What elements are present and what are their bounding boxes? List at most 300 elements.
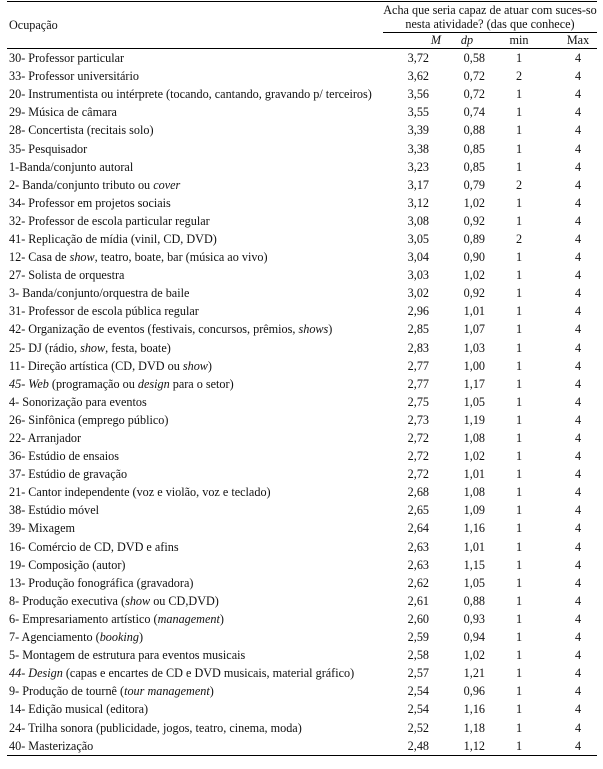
max-cell: 4 <box>574 268 582 283</box>
sd-cell: 1,02 <box>463 195 485 210</box>
occupation-label-segment: 13- Produção fonográfica (gravadora) <box>9 575 194 590</box>
occupation-cell <box>7 538 383 556</box>
occupation-label-segment: 25- DJ (rádio, <box>9 340 81 355</box>
occupation-label-segment: 36- Estúdio de ensaios <box>9 449 120 464</box>
occupation-label-segment: 8- Produção executiva ( <box>9 593 126 608</box>
mean-cell: 2,54 <box>407 702 429 717</box>
mean-cell: 3,03 <box>407 268 429 283</box>
min-cell: 1 <box>515 666 523 681</box>
min-cell: 1 <box>515 51 523 66</box>
occupation-cell <box>7 320 383 338</box>
sd-cell: 0,85 <box>463 159 485 174</box>
table-row <box>7 375 597 393</box>
mean-cell: 3,05 <box>407 231 429 246</box>
sd-cell: 0,74 <box>463 105 485 120</box>
occupation-label-segment: 24- Trilha sonora (publicidade, jogos, teatro, cinema, moda) <box>9 720 302 735</box>
table-row <box>7 411 597 429</box>
max-cell: 4 <box>574 684 582 699</box>
mean-cell: 2,68 <box>407 485 429 500</box>
occupation-cell <box>7 574 383 592</box>
sd-cell: 0,94 <box>463 630 485 645</box>
min-cell: 1 <box>515 720 523 735</box>
sd-cell: 1,08 <box>463 431 485 446</box>
sd-cell: 1,17 <box>463 376 485 391</box>
sd-cell: 1,00 <box>463 358 485 373</box>
occupation-cell <box>7 176 383 194</box>
min-cell: 1 <box>515 213 523 228</box>
min-cell: 1 <box>515 123 523 138</box>
table-row <box>7 302 597 320</box>
occupation-label-segment: 33- Professor universitário <box>9 69 139 84</box>
occupation-label-segment: 9- Produção de tournê ( <box>9 684 125 699</box>
sd-cell: 0,92 <box>463 286 485 301</box>
occupation-label-segment: 26- Sinfônica (emprego público) <box>9 412 169 427</box>
min-cell: 1 <box>515 575 523 590</box>
min-cell: 1 <box>515 87 523 102</box>
occupation-cell <box>7 465 383 483</box>
sd-cell: 1,15 <box>463 557 485 572</box>
max-cell: 4 <box>574 575 582 590</box>
occupation-cell <box>7 592 383 610</box>
group-column-header: Acha que seria capaz de atuar com suces-so nesta atividade? (das que conhece) <box>383 3 597 31</box>
min-cell: 2 <box>515 177 523 192</box>
occupation-label-segment: 7- Agenciamento ( <box>9 630 100 645</box>
mean-cell: 2,77 <box>407 376 429 391</box>
occupation-label-segment: 5- Montagem de estrutura para eventos musicais <box>9 648 246 663</box>
max-cell: 4 <box>574 159 582 174</box>
occupation-label-segment: 30- Professor particular <box>9 51 125 66</box>
occupation-label-segment: para o setor) <box>169 376 234 391</box>
min-cell: 1 <box>515 322 523 337</box>
mean-cell: 2,73 <box>407 412 429 427</box>
table-row <box>7 176 597 194</box>
sd-cell: 0,89 <box>463 231 485 246</box>
mean-cell: 2,64 <box>407 521 429 536</box>
max-cell: 4 <box>574 503 582 518</box>
table-row <box>7 574 597 592</box>
occupation-label-segment: 42- Organização de eventos (festivais, concursos, prêmios, <box>9 322 299 337</box>
mean-cell: 2,77 <box>407 358 429 373</box>
occupation-label-segment: 45- Web <box>9 376 49 391</box>
mean-cell: 3,23 <box>407 159 429 174</box>
max-cell: 4 <box>574 304 582 319</box>
max-cell: 4 <box>574 702 582 717</box>
occupation-cell <box>7 646 383 664</box>
max-cell: 4 <box>574 340 582 355</box>
occupation-label-segment: 20- Instrumentista ou intérprete (tocando, cantando, gravando p/ terceiros) <box>9 87 372 102</box>
occupation-cell <box>7 230 383 248</box>
max-cell: 4 <box>574 69 582 84</box>
sd-cell: 1,12 <box>441 737 493 756</box>
max-cell: 4 <box>574 611 582 626</box>
min-cell: 1 <box>493 737 545 756</box>
mean-cell: 2,60 <box>407 611 429 626</box>
max-cell: 4 <box>574 720 582 735</box>
min-cell: 1 <box>515 431 523 446</box>
occupation-label-segment: 40- Masterização <box>9 738 94 753</box>
table-row <box>7 664 597 682</box>
occupation-label-segment: 3- Banda/conjunto/orquestra de baile <box>9 286 190 301</box>
occupation-cell <box>7 610 383 628</box>
occupation-cell <box>7 121 383 139</box>
occupation-label-segment: 22- Arranjador <box>9 431 82 446</box>
mean-cell: 3,56 <box>407 87 429 102</box>
table-row <box>7 121 597 139</box>
min-cell: 1 <box>515 394 523 409</box>
table-row <box>7 158 597 176</box>
sd-cell: 1,01 <box>463 467 485 482</box>
mean-cell: 2,54 <box>407 684 429 699</box>
min-cell: 1 <box>515 195 523 210</box>
sd-cell: 1,19 <box>463 412 485 427</box>
table-row <box>7 465 597 483</box>
max-cell: 4 <box>574 123 582 138</box>
occupation-label-segment: show <box>69 250 95 265</box>
occupation-label-segment: management <box>157 611 220 626</box>
occupation-cell <box>7 85 383 103</box>
occupation-cell <box>7 664 383 682</box>
mean-cell: 2,83 <box>407 340 429 355</box>
table-row <box>7 67 597 85</box>
occupation-cell <box>7 49 383 68</box>
min-cell: 1 <box>515 449 523 464</box>
sd-cell: 1,02 <box>463 268 485 283</box>
table-row <box>7 592 597 610</box>
occupation-label-segment: 11- Direção artística (CD, DVD ou <box>9 358 183 373</box>
max-cell: 4 <box>574 177 582 192</box>
occupation-cell <box>7 556 383 574</box>
table-row <box>7 519 597 537</box>
table-row <box>7 447 597 465</box>
occupation-label-segment: (capas e encartes de CD e DVD musicais, material gráfico) <box>62 666 355 681</box>
max-cell: 4 <box>574 231 582 246</box>
max-cell: 4 <box>574 141 582 156</box>
occupation-label-segment: ) <box>209 684 214 699</box>
table-row <box>7 320 597 338</box>
min-cell: 1 <box>515 376 523 391</box>
max-cell: 4 <box>574 358 582 373</box>
occupation-cell <box>7 302 383 320</box>
max-cell: 4 <box>574 412 582 427</box>
min-cell: 1 <box>515 630 523 645</box>
table-row <box>7 628 597 646</box>
sd-cell: 0,85 <box>463 141 485 156</box>
occupation-label-segment: 27- Solista de orquestra <box>9 268 125 283</box>
occupation-label-segment: 6- Empresariamento artístico ( <box>9 611 158 626</box>
occupation-cell <box>7 375 383 393</box>
max-cell: 4 <box>574 376 582 391</box>
max-cell: 4 <box>574 87 582 102</box>
min-cell: 1 <box>515 105 523 120</box>
sd-cell: 0,58 <box>463 51 485 66</box>
occupation-label-segment: 1-Banda/conjunto autoral <box>9 159 134 174</box>
sd-cell: 1,02 <box>463 648 485 663</box>
max-cell: 4 <box>574 195 582 210</box>
occupation-cell <box>7 284 383 302</box>
min-cell: 1 <box>515 702 523 717</box>
occupation-label-segment: show <box>80 340 106 355</box>
occupation-cell <box>7 628 383 646</box>
mean-cell: 3,62 <box>407 69 429 84</box>
min-cell: 1 <box>515 250 523 265</box>
table-row <box>7 682 597 700</box>
max-cell: 4 <box>574 630 582 645</box>
occupation-label-segment: , festa, boate) <box>105 340 171 355</box>
mean-cell: 3,39 <box>407 123 429 138</box>
occupation-label-segment: 41- Replicação de mídia (vinil, CD, DVD) <box>9 231 217 246</box>
max-cell: 4 <box>574 51 582 66</box>
max-cell: 4 <box>574 322 582 337</box>
min-cell: 1 <box>515 521 523 536</box>
max-cell: 4 <box>574 286 582 301</box>
occupation-cell <box>7 411 383 429</box>
mean-cell: 2,58 <box>407 648 429 663</box>
table-row <box>7 194 597 212</box>
sd-cell: 1,08 <box>463 485 485 500</box>
occupation-label-segment: shows <box>298 322 329 337</box>
occupation-label-segment: , teatro, boate, bar (música ao vivo) <box>94 250 268 265</box>
mean-cell: 2,63 <box>407 539 429 554</box>
data-table <box>7 1 597 756</box>
sd-cell: 1,18 <box>463 720 485 735</box>
sd-cell: 1,01 <box>463 539 485 554</box>
occupation-cell <box>7 393 383 411</box>
min-cell: 1 <box>515 485 523 500</box>
occupation-label-segment: ) <box>219 611 224 626</box>
occupation-cell <box>7 103 383 121</box>
sd-column-header: dp <box>441 33 493 49</box>
table-row <box>7 501 597 519</box>
occupation-cell <box>7 67 383 85</box>
mean-cell: 3,17 <box>407 177 429 192</box>
table-row <box>7 49 597 68</box>
max-cell: 4 <box>574 250 582 265</box>
max-cell: 4 <box>574 648 582 663</box>
mean-cell: 2,75 <box>407 394 429 409</box>
min-cell: 1 <box>515 268 523 283</box>
occupation-label-segment: 34- Professor em projetos sociais <box>9 195 171 210</box>
sd-cell: 0,79 <box>463 177 485 192</box>
mean-cell: 2,85 <box>407 322 429 337</box>
sd-cell: 1,05 <box>463 394 485 409</box>
occupation-cell <box>7 357 383 375</box>
max-cell: 4 <box>574 467 582 482</box>
occupation-label-segment: 29- Música de câmara <box>9 105 117 120</box>
min-cell: 1 <box>515 467 523 482</box>
occupation-label-segment: 21- Cantor independente (voz e violão, voz e teclado) <box>9 485 271 500</box>
table-row <box>7 212 597 230</box>
max-column-header: Max <box>545 33 597 49</box>
mean-cell: 3,38 <box>407 141 429 156</box>
sd-cell: 0,96 <box>463 684 485 699</box>
min-cell: 1 <box>515 593 523 608</box>
max-cell: 4 <box>574 539 582 554</box>
occupation-cell <box>7 158 383 176</box>
table-row <box>7 429 597 447</box>
table-row <box>7 556 597 574</box>
max-cell: 4 <box>574 394 582 409</box>
table-body <box>7 49 597 756</box>
max-cell: 4 <box>574 213 582 228</box>
table-row <box>7 737 597 756</box>
sd-cell: 0,72 <box>463 87 485 102</box>
occupation-column-header: Ocupação <box>7 2 383 49</box>
occupation-label-segment: 4- Sonorização para eventos <box>9 394 147 409</box>
occupation-cell <box>7 682 383 700</box>
min-cell: 1 <box>515 684 523 699</box>
occupation-cell <box>7 429 383 447</box>
sd-cell: 0,72 <box>463 69 485 84</box>
occupation-cell <box>7 194 383 212</box>
mean-cell: 2,72 <box>407 449 429 464</box>
min-cell: 1 <box>515 358 523 373</box>
occupation-label-segment: 39- Mixagem <box>9 521 76 536</box>
min-cell: 2 <box>515 69 523 84</box>
table-row <box>7 266 597 284</box>
max-cell: 4 <box>574 431 582 446</box>
table-row <box>7 339 597 357</box>
min-cell: 1 <box>515 340 523 355</box>
table-row <box>7 610 597 628</box>
occupation-cell <box>7 248 383 266</box>
min-cell: 1 <box>515 286 523 301</box>
sd-cell: 1,16 <box>463 521 485 536</box>
occupation-label-segment: booking <box>99 630 139 645</box>
table-row <box>7 284 597 302</box>
occupation-cell <box>7 718 383 736</box>
occupation-label-segment: cover <box>153 177 181 192</box>
table-header <box>7 2 597 49</box>
sd-cell: 1,07 <box>463 322 485 337</box>
table-row <box>7 483 597 501</box>
occupation-label-segment: 14- Edição musical (editora) <box>9 702 149 717</box>
max-cell: 4 <box>574 666 582 681</box>
mean-cell: 2,57 <box>407 666 429 681</box>
occupation-cell <box>7 339 383 357</box>
mean-cell: 2,72 <box>407 431 429 446</box>
table-row <box>7 700 597 718</box>
mean-cell: 3,72 <box>407 51 429 66</box>
min-cell: 1 <box>515 557 523 572</box>
mean-cell: 2,96 <box>407 304 429 319</box>
mean-cell: 2,72 <box>407 467 429 482</box>
mean-cell: 2,52 <box>407 720 429 735</box>
occupation-label-segment: 16- Comércio de CD, DVD e afins <box>9 539 179 554</box>
mean-cell: 3,08 <box>407 213 429 228</box>
max-cell: 4 <box>574 105 582 120</box>
occupation-label-segment: 28- Concertista (recitais solo) <box>9 123 154 138</box>
mean-cell: 2,59 <box>407 630 429 645</box>
mean-cell: 2,63 <box>407 557 429 572</box>
table-row <box>7 357 597 375</box>
table-row <box>7 85 597 103</box>
mean-column-header: M <box>383 33 441 49</box>
sd-cell: 0,90 <box>463 250 485 265</box>
max-cell: 4 <box>574 485 582 500</box>
sd-cell: 0,88 <box>463 593 485 608</box>
sd-cell: 1,16 <box>463 702 485 717</box>
occupation-label-segment: 32- Professor de escola particular regular <box>9 213 210 228</box>
occupation-label-segment: 37- Estúdio de gravação <box>9 467 128 482</box>
mean-cell: 2,65 <box>407 503 429 518</box>
min-cell: 1 <box>515 304 523 319</box>
sd-cell: 0,88 <box>463 123 485 138</box>
occupation-cell <box>7 737 383 756</box>
mean-cell: 3,04 <box>407 250 429 265</box>
occupation-label-segment: ) <box>207 358 212 373</box>
max-cell: 4 <box>574 557 582 572</box>
sd-cell: 1,01 <box>463 304 485 319</box>
table-row <box>7 139 597 157</box>
occupation-label-segment: show <box>182 358 208 373</box>
sd-cell: 1,05 <box>463 575 485 590</box>
min-cell: 1 <box>515 503 523 518</box>
min-column-header: min <box>493 33 545 49</box>
table-row <box>7 538 597 556</box>
occupation-self-efficacy-table <box>7 1 597 756</box>
occupation-cell <box>7 519 383 537</box>
sd-cell: 1,03 <box>463 340 485 355</box>
occupation-cell <box>7 700 383 718</box>
min-cell: 1 <box>515 539 523 554</box>
occupation-label-segment: ou CD,DVD) <box>150 593 219 608</box>
occupation-cell <box>7 447 383 465</box>
occupation-label-segment: tour management <box>124 684 210 699</box>
occupation-cell <box>7 483 383 501</box>
sd-cell: 1,21 <box>463 666 485 681</box>
sd-cell: 0,92 <box>463 213 485 228</box>
max-cell: 4 <box>574 593 582 608</box>
min-cell: 1 <box>515 648 523 663</box>
occupation-cell <box>7 501 383 519</box>
table-row <box>7 393 597 411</box>
occupation-label-segment: ) <box>328 322 333 337</box>
mean-cell: 3,55 <box>407 105 429 120</box>
occupation-label-segment: 35- Pesquisador <box>9 141 88 156</box>
sd-cell: 1,02 <box>463 449 485 464</box>
min-cell: 2 <box>515 231 523 246</box>
mean-cell: 3,02 <box>407 286 429 301</box>
occupation-label-segment: ) <box>138 630 144 645</box>
min-cell: 1 <box>515 611 523 626</box>
mean-cell: 2,61 <box>407 593 429 608</box>
table-row <box>7 103 597 121</box>
table-row <box>7 248 597 266</box>
occupation-label-segment: 12- Casa de <box>9 250 70 265</box>
min-cell: 1 <box>515 159 523 174</box>
occupation-label-segment: design <box>137 376 170 391</box>
min-cell: 1 <box>515 412 523 427</box>
max-cell: 4 <box>574 521 582 536</box>
occupation-label-segment: 38- Estúdio móvel <box>9 503 100 518</box>
table-row <box>7 646 597 664</box>
occupation-cell <box>7 139 383 157</box>
occupation-label-segment: 31- Professor de escola pública regular <box>9 304 199 319</box>
occupation-cell <box>7 266 383 284</box>
max-cell: 4 <box>545 737 597 756</box>
mean-cell: 2,48 <box>383 737 441 756</box>
mean-cell: 2,62 <box>407 575 429 590</box>
occupation-label-segment: (programação ou <box>48 376 138 391</box>
occupation-label-segment: 2- Banda/conjunto tributo ou <box>9 177 154 192</box>
table-row <box>7 718 597 736</box>
table-row <box>7 230 597 248</box>
occupation-cell <box>7 212 383 230</box>
sd-cell: 1,09 <box>463 503 485 518</box>
mean-cell: 3,12 <box>407 195 429 210</box>
occupation-label-segment: 19- Composição (autor) <box>9 557 126 572</box>
sd-cell: 0,93 <box>463 611 485 626</box>
